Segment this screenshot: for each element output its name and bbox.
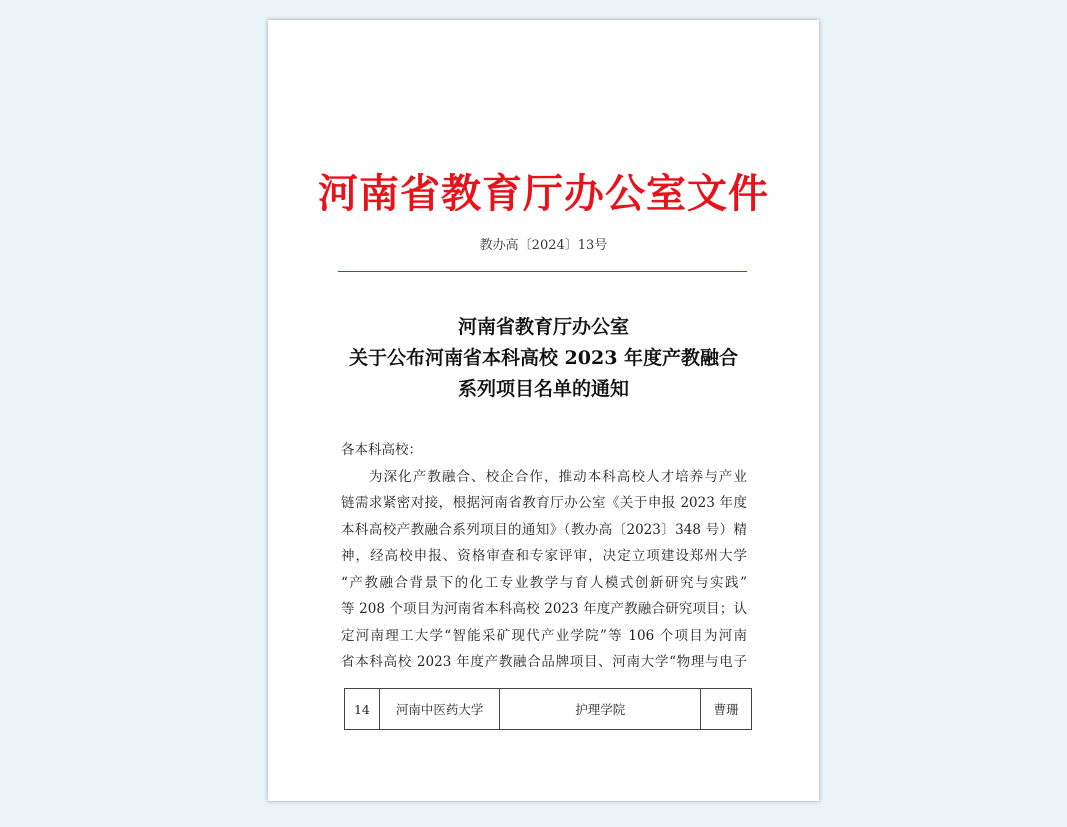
notice-title-line: 系列项目名单的通知 xyxy=(457,378,629,400)
body-line: 链需求紧密对接，根据河南省教育厅办公室《关于申报 2023 年度 xyxy=(341,495,747,511)
body-line: 定河南理工大学“智能采矿现代产业学院”等 106 个项目为河南 xyxy=(341,627,747,644)
table-cell-person: 曹珊 xyxy=(701,689,752,730)
document-header-title: 河南省教育厅办公室文件 xyxy=(318,170,769,217)
notice-title-line: 河南省教育厅办公室 xyxy=(457,316,629,338)
notice-title-line: 关于公布河南省本科高校 2023 年度产教融合 xyxy=(348,347,739,369)
table-cell-index: 14 xyxy=(345,689,380,730)
table-row xyxy=(345,689,752,730)
notice-title xyxy=(268,312,819,405)
body-line: 等 208 个项目为河南省本科高校 2023 年度产教融合研究项目；认 xyxy=(341,601,747,617)
body-line: “产教融合背景下的化工专业教学与育人模式创新研究与实践” xyxy=(341,574,747,591)
body-line: 为深化产教融合、校企合作，推动本科高校人才培养与产业 xyxy=(369,468,747,485)
body-line: 省本科高校 2023 年度产教融合品牌项目、河南大学“物理与电子 xyxy=(341,654,747,670)
table-cell-university: 河南中医药大学 xyxy=(379,689,499,730)
body-line: 本科高校产教融合系列项目的通知》（教办高〔2023〕348 号）精 xyxy=(341,521,747,538)
project-table-fragment xyxy=(344,688,752,730)
salutation: 各本科高校： xyxy=(341,442,422,458)
document-page xyxy=(268,20,819,801)
document-number: 教办高〔2024〕13号 xyxy=(479,238,608,253)
body-line: 神，经高校申报、资格审查和专家评审，决定立项建设郑州大学 xyxy=(341,548,747,564)
notice-body xyxy=(341,437,747,676)
table-cell-college: 护理学院 xyxy=(500,689,701,730)
header-divider xyxy=(338,271,747,272)
